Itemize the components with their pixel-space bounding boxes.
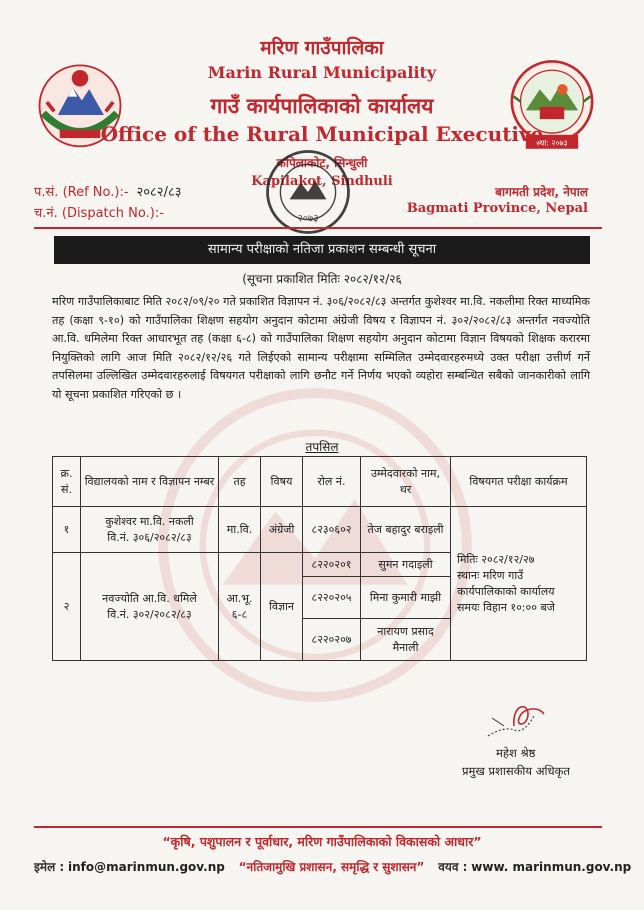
header-divider — [34, 227, 602, 229]
cell-school — [81, 507, 219, 553]
cell-sn: २ — [53, 553, 81, 661]
cell-candidate: सुमन गदाइली — [361, 553, 451, 577]
table-row — [53, 507, 587, 553]
signatory-title: प्रमुख प्रशासकीय अधिकृत — [462, 764, 570, 778]
web-label: वयव : — [438, 860, 468, 874]
cell-subject: अंग्रेजी — [261, 507, 303, 553]
header-subject: विषय — [261, 457, 303, 507]
cell-subject: विज्ञान — [261, 553, 303, 661]
municipality-name-np: मरिण गाउँपालिका — [260, 37, 384, 59]
province-np: बागमती प्रदेश, नेपाल — [495, 185, 588, 199]
stamp-year-text: २०७३ — [297, 213, 319, 225]
cell-candidate: मिना कुमारी माझी — [361, 577, 451, 619]
results-table — [52, 456, 587, 661]
school-name: कुशेश्वर मा.वि. नकली — [105, 514, 194, 528]
office-stamp-icon — [262, 146, 354, 238]
email-label: इमेल : — [34, 860, 65, 874]
cell-roll: ८२२०२०७ — [303, 619, 361, 661]
header-school: विद्यालयको नाम र विज्ञापन नम्बर — [81, 457, 219, 507]
signatory-name: महेश श्रेष्ठ — [496, 746, 536, 760]
location-en: Kapilakot, Sindhuli — [251, 174, 393, 189]
footer-contact — [34, 858, 632, 875]
program-time: समयः विहान १०:०० बजे — [457, 600, 555, 614]
cell-sn: १ — [53, 507, 81, 553]
website-link[interactable]: www. marinmun.gov.np — [471, 860, 632, 874]
header-level: तह — [219, 457, 261, 507]
header-sn: क्र. सं. — [53, 457, 81, 507]
header-roll: रोल नं. — [303, 457, 361, 507]
program-date: मितिः २०८२/१२/२७ — [457, 552, 535, 566]
cell-roll: ८२२०२०५ — [303, 577, 361, 619]
table-header-row — [53, 457, 587, 507]
footer-slogan: “कृषि, पशुपालन र पूर्वाधार, मरिण गाउँपालिकाको विकासको आधार” — [162, 834, 482, 849]
ad-number: वि.नं. ३०६/२०८२/८३ — [107, 530, 192, 544]
header-candidate: उम्मेदवारको नाम, थर — [361, 457, 451, 507]
program-place: स्थानः मरिण गाउँ कार्यपालिकाको कार्यालय — [457, 568, 555, 598]
footer-divider — [34, 826, 602, 828]
cell-candidate: नारायण प्रसाद मैनाली — [361, 619, 451, 661]
cell-level: मा.वि. — [219, 507, 261, 553]
school-name: नवज्योति आ.वि. धमिले — [102, 591, 197, 605]
ref-label: प.सं. (Ref No.):- — [34, 185, 129, 200]
cell-candidate: तेज बहादुर बराइली — [361, 507, 451, 553]
signature-icon — [484, 696, 554, 740]
dispatch-label: च.नं. (Dispatch No.):- — [34, 206, 164, 221]
ref-value: २०८२/८३ — [136, 185, 182, 200]
office-name-np: गाउँ कार्यपालिकाको कार्यालय — [210, 94, 434, 118]
logo-year-text: स्था: २०७३ — [536, 138, 568, 148]
location-np: कपिलाकोट, सिन्धुली — [276, 156, 368, 170]
email-link[interactable]: info@marinmun.gov.np — [68, 860, 225, 874]
header-program: विषयगत परीक्षा कार्यक्रम — [451, 457, 587, 507]
province-en: Bagmati Province, Nepal — [406, 201, 588, 216]
schedule-heading: तपसिल — [305, 440, 339, 454]
cell-level: आ.भू. ६-८ — [219, 553, 261, 661]
office-name-en: Office of the Rural Municipal Executive — [100, 122, 544, 146]
cell-roll: ८२२०२०१ — [303, 553, 361, 577]
municipality-name-en: Marin Rural Municipality — [207, 63, 437, 82]
cell-roll: ८२३०६०२ — [303, 507, 361, 553]
notice-title: सामान्य परीक्षाको नतिजा प्रकाशन सम्बन्धी सूचना — [54, 236, 590, 264]
ref-number — [34, 182, 181, 200]
cell-program — [451, 507, 587, 661]
cell-school — [81, 553, 219, 661]
footer-motto: “नतिजामुखि प्रशासन, समृद्धि र सुशासन” — [238, 860, 425, 874]
ad-number: वि.नं. ३०२/२०८२/८३ — [107, 607, 192, 621]
published-date: (सूचना प्रकाशित मितिः २०८२/१२/२६ — [242, 272, 402, 286]
notice-body: मरिण गाउँपालिकाबाट मिति २०८२/०९/२० गते प्रकाशित विज्ञापन नं. ३०६/२०८२/८३ अन्तर्गत कुशेश्वर मा.वि. नकलीमा रिक्त माध्यमिक तह (कक्षा ९-१०) को गाउँपालिका शिक्षण सहयोग अनुदान कोटामा अंग्रेजी विषय र विज्ञापन नं. ३०२/२०८२/८३ अन्तर्गत नवज्योति आ.वि. धमिलेमा रिक्त आधारभूत तह (कक्षा ६-८) को गाउँपालिका शिक्षण सहयोग अनुदान कोटामा विज्ञान विषयको शिक्षक करारमा नियुक्तिको लागि आज मिति २०८२/१२/२६ गते लिईएको सामान्य परीक्षामा सम्मिलित उम्मेदवारहरुमध्ये उक्त परीक्षा उत्तीर्ण गर्ने तपसिलमा उल्लिखित उम्मेदवारहरुलाई विषयगत परीक्षाको लागि छनौट गर्ने निर्णय भएको व्यहोरा सम्बन्धित सबैको जानकारीको लागि यो सूचना प्रकाशित गरिएको छ । — [52, 295, 590, 401]
